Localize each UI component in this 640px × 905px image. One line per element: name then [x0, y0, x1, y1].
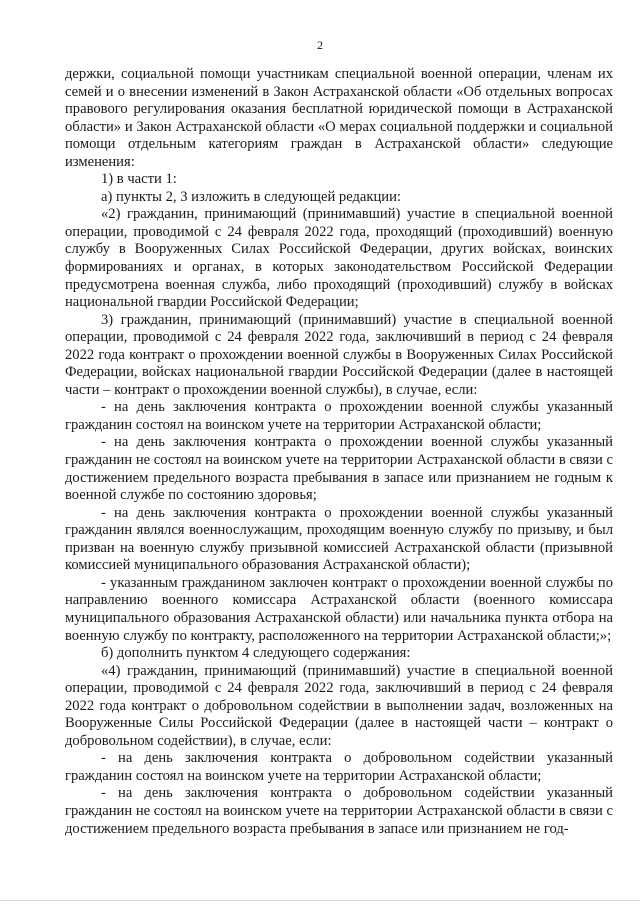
paragraph-condition-6: - на день заключения контракта о добровольном содействии указанный гражданин не состоял на воинском учете на территории Астраханской области в связи с достижением предельного возраста пребывания в запасе или признанием не год-: [65, 785, 613, 837]
paragraph-condition-5: - на день заключения контракта о добровольном содействии указанный гражданин состоял на воинском учете на территории Астраханской области;: [65, 750, 613, 784]
paragraph-condition-1: - на день заключения контракта о прохождении военной службы указанный гражданин состоял на воинском учете на территории Астраханской области;: [65, 399, 613, 433]
paragraph-condition-4: - указанным гражданином заключен контракт о прохождении военной службы по направлению военного комиссара Астраханской области (военного комиссара муниципального образования Астраханской области) или начальника пункта отбора на военную службу по контракту, расположенного на территории Астраханской области;»;: [65, 574, 613, 644]
page-bottom-edge: [0, 900, 640, 901]
paragraph-intro-continuation: держки, социальной помощи участникам специальной военной операции, членам их семей и о внесении изменений в Закон Астраханской области «Об отдельных вопросах правового регулирования оказания бесплатной юридической помощи в Астраханской области» и Закон Астраханской области «О мерах социальной поддержки и социальной помощи отдельным категориям граждан в Астраханской области» следующие изменения:: [65, 66, 613, 170]
paragraph-condition-3: - на день заключения контракта о прохождении военной службы указанный гражданин являлся военнослужащим, проходящим военную службу по призыву, и был призван на военную службу призывной комиссией Астраханской области (призывной комиссией муниципального образования Астраханской области);: [65, 504, 613, 574]
paragraph-subitem-a: а) пункты 2, 3 изложить в следующей редакции:: [101, 188, 401, 205]
paragraph-point-2: «2) гражданин, принимающий (принимавший) участие в специальной военной операции, проводимой с 24 февраля 2022 года, проходящий (проходивший) военную службу в Вооруженных Силах Российской Федерации, других войсках, воинских формированиях и органах, в которых законодательством Российской Федерации предусмотрена военная служба, либо проходящий (проходивший) службу в войсках национальной гвардии Российской Федерации;: [65, 206, 613, 311]
paragraph-subitem-b: б) дополнить пунктом 4 следующего содержания:: [101, 645, 411, 662]
paragraph-point-4: «4) гражданин, принимающий (принимавший) участие в специальной военной операции, проводимой с 24 февраля 2022 года, заключивший в период с 24 февраля 2022 года контракт о добровольном содействии в выполнении задач, возложенных на Вооруженные Силы Российской Федерации (далее в настоящей части – контракт о добровольном содействии), в случае, если:: [65, 662, 613, 749]
document-body: [65, 66, 613, 838]
paragraph-condition-2: - на день заключения контракта о прохождении военной службы указанный гражданин не состоял на воинском учете на территории Астраханской области в связи с достижением предельного возраста пребывания в запасе или признанием не годным к военной службе по состоянию здоровья;: [65, 434, 613, 504]
paragraph-point-3: 3) гражданин, принимающий (принимавший) участие в специальной военной операции, проводимой с 24 февраля 2022 года, заключивший в период с 24 февраля 2022 года контракт о прохождении военной службы в Вооруженных Силах Российской Федерации, войсках национальной гвардии Российской Федерации (далее в настоящей части – контракт о прохождении военной службы), в случае, если:: [65, 311, 613, 398]
page-number: 2: [317, 38, 323, 52]
paragraph-item-1: 1) в части 1:: [101, 171, 177, 188]
